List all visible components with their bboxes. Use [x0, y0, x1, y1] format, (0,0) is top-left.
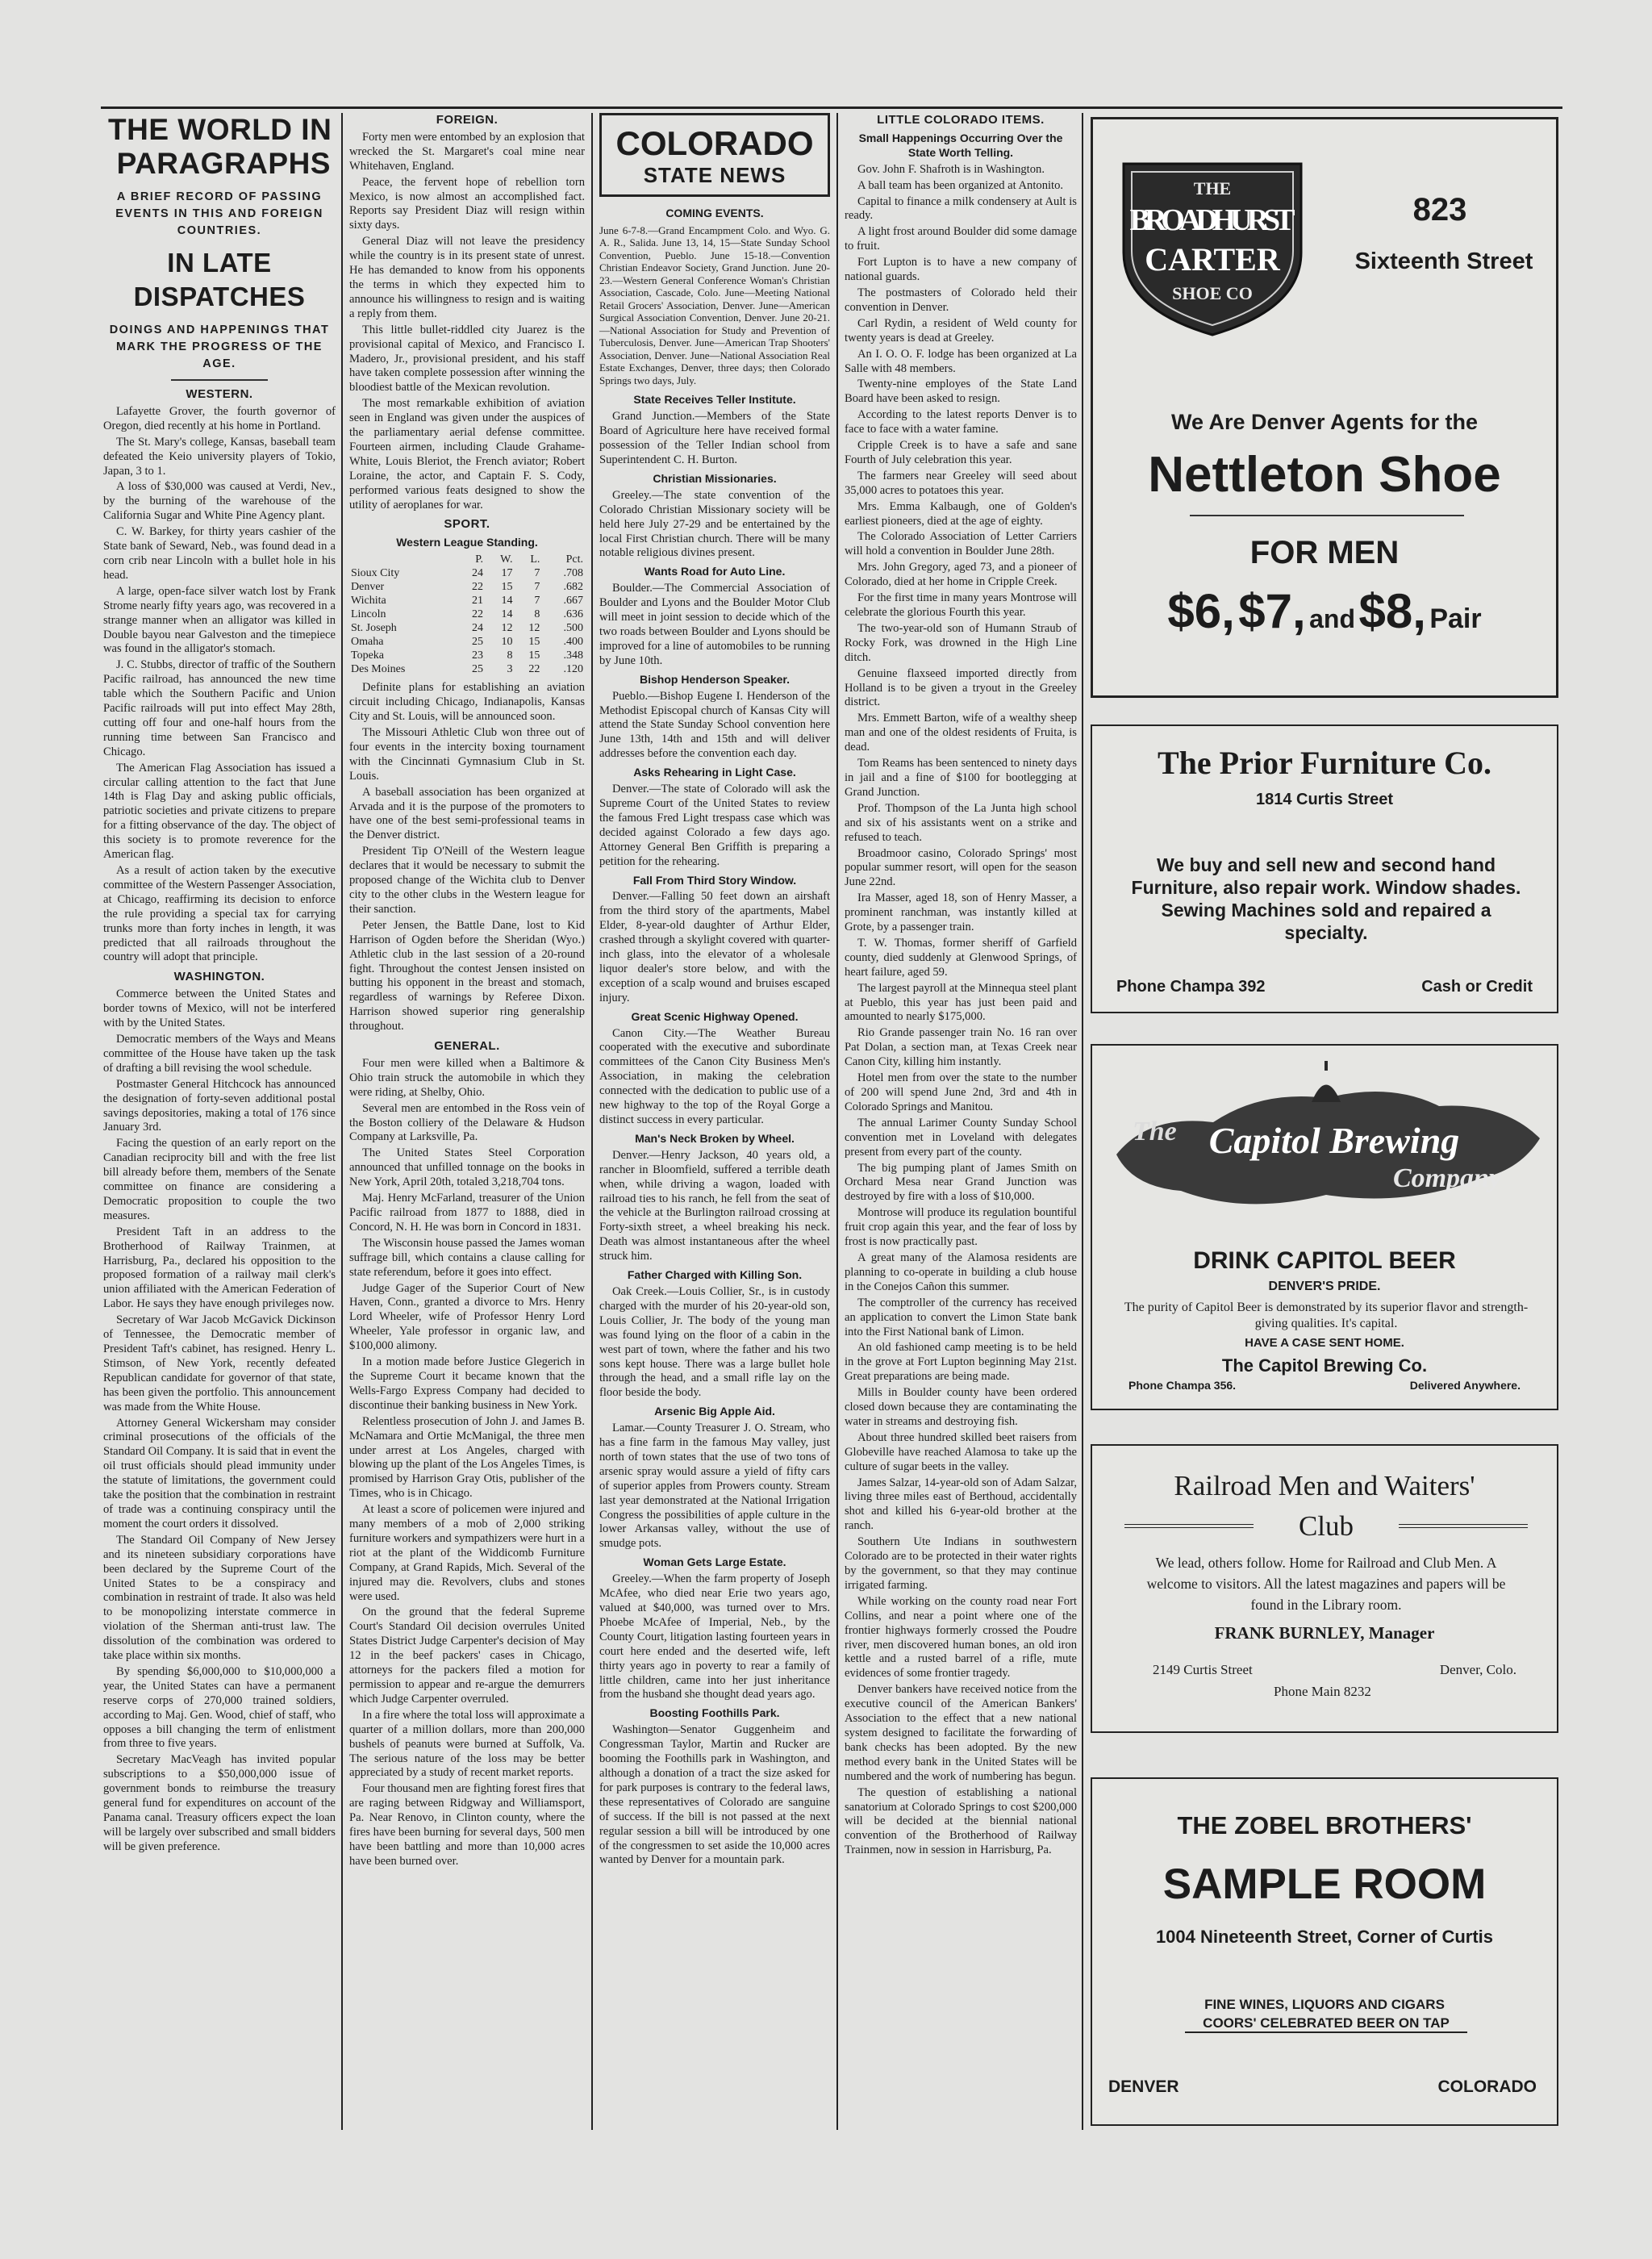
little-item: Mills in Boulder county have been ordered closed down because they are contaminating the water in streams and destroying fish.: [845, 1386, 1077, 1428]
story-body: Lamar.—County Treasurer J. O. Stream, who has a fine farm in the famous May valley, just north of town states that the use of two tons of arsenic spray would assure a yield of fifty cars of superior apples from Prowers county. Stream last year demonstrated at the National Irrigation Congress the possibilities of apple culture in the lower Arkansas valley, without the use of smudge pots.: [599, 1422, 830, 1551]
little-item: Carl Rydin, a resident of Weld county for twenty years is dead at Greeley.: [845, 316, 1077, 344]
standings-value: 25: [471, 663, 483, 676]
story-headline: Arsenic Big Apple Aid.: [654, 1405, 775, 1418]
standings-value: 15: [528, 649, 540, 662]
section-head-western: WESTERN.: [186, 387, 253, 401]
little-item: According to the latest reports Denver is to face to face with a water famine.: [845, 408, 1077, 436]
railroad-title: Railroad Men and Waiters': [1174, 1470, 1475, 1501]
standings-row: [349, 566, 585, 580]
story-headline: Fall From Third Story Window.: [632, 873, 797, 887]
standings-value: 24: [471, 567, 483, 580]
standings-value: 7: [534, 567, 540, 580]
team-name: Topeka: [351, 649, 385, 662]
logo-the: THE: [1193, 178, 1232, 198]
little-item: About three hundred skilled beet raisers from Globeville have reached Alamosa to take up the culture of sugar beets in the valley.: [845, 1430, 1077, 1473]
standings-value: 23: [471, 649, 483, 662]
news-paragraph: The Standard Oil Company of New Jersey and its nineteen subsidiary corporations have been declared by the Supreme Court of the United States to be a conspiracy and combination in restraint of trade. It also was held to be monopolizing interstate commerce in violation of the Sherman anti-trust law. The dissolution of the combination was ordered to take place within six months.: [103, 1533, 336, 1663]
story-headline: Christian Missionaries.: [653, 471, 777, 485]
little-item: T. W. Thomas, former sheriff of Garfield county, died suddenly at Glenwood Springs, of heart failure, aged 59.: [845, 936, 1077, 979]
column-world-in-paragraphs: [103, 113, 336, 2126]
standings-value: 22: [528, 663, 540, 676]
standings-column-header: W.: [500, 553, 513, 566]
standings-value: 21: [471, 595, 483, 608]
standings-value: .348: [563, 649, 583, 662]
standings-value: 10: [501, 636, 513, 649]
story-body: Greeley.—When the farm property of Joseph McAfee, who died near Erie two years ago, valued at $40,000, was turned over to Mrs. Phoebe McAfee of Imperial, Neb., by the County Court, litigation lasting fourteen years in court here ended and the deserted wife, left thirty years ago in poverty to rear a family of little children, came into her just inheritance from the husband she thought dead years ago.: [599, 1572, 830, 1702]
story-headline: Boosting Foothills Park.: [649, 1706, 780, 1720]
capitol-headline: DRINK CAPITOL BEER: [1193, 1247, 1456, 1274]
standings-row: [349, 594, 585, 608]
news-paragraph: Relentless prosecution of John J. and James B. McNamara and Ortie McManigal, the three men under arrest at Los Angeles, charged with blowing up the plant of the Los Angeles Times, is promised by Harrison Gray Otis, publisher of the Times, who is in Chicago.: [349, 1414, 585, 1501]
standings-row: [349, 635, 585, 649]
team-name: Omaha: [351, 636, 384, 649]
standings-row: [349, 662, 585, 676]
little-item: The comptroller of the currency has received an application to convert the Limon State bank into the First National bank of Limon.: [845, 1296, 1077, 1338]
little-item: Mrs. John Gregory, aged 73, and a pioneer of Colorado, died at her home in Cripple Creek.: [845, 561, 1077, 589]
broadhurst-rule: [1190, 515, 1464, 516]
prior-terms: Cash or Credit: [1421, 978, 1533, 996]
news-paragraph: General Diaz will not leave the presidency while the country is in its present state of unrest. He has demanded to know from his opponents the terms in which they expected him to announce his willingness to resign and is waiting a reply from them.: [349, 235, 585, 320]
standings-value: .667: [563, 595, 583, 608]
capitol-tag: DENVER'S PRIDE.: [1268, 1280, 1381, 1293]
railroad-phone: Phone Main 8232: [1274, 1684, 1371, 1699]
news-paragraph: Four thousand men are fighting forest fires that are raging between Ridgway and Williamsport, Pa. Near Renovo, in Clinton county, where the fires have been burning for several days, 500 men have been battling and more than 10,000 acres have been burned over.: [349, 1782, 585, 1868]
news-paragraph: A large, open-face silver watch lost by Frank Strome nearly fifty years ago, was recovered in a strange manner when an alligator was killed in Double bayou near Galveston and the timepiece was found in the alligator's stomach.: [103, 584, 336, 656]
column-colorado-state-news: [599, 113, 830, 2126]
standings-value: 25: [471, 636, 483, 649]
column-rule-3: [836, 113, 838, 2130]
capitol-body: The purity of Capitol Beer is demonstrated by its superior flavor and strength-giving qualities. It's capital.: [1124, 1301, 1529, 1330]
top-rule: [101, 106, 1562, 109]
zobel-beer: COORS' CELEBRATED BEER ON TAP: [1185, 2015, 1467, 2033]
standings-row: [349, 621, 585, 635]
capitol-cta: HAVE A CASE SENT HOME.: [1245, 1336, 1404, 1350]
news-paragraph: By spending $6,000,000 to $10,000,000 a year, the United States can have a permanent reserve corps of 270,000 trained soldiers, according to Maj. Gen. Wood, chief of staff, who opposes a bill changing the term of enlistment from three to five years.: [103, 1664, 336, 1751]
logo-shoe-co: SHOE CO: [1172, 283, 1253, 303]
railroad-rule-left: [1124, 1524, 1254, 1528]
section-head-foreign: FOREIGN.: [436, 113, 499, 127]
little-item: Broadmoor casino, Colorado Springs' most popular summer resort, will open for the season June 22nd.: [845, 846, 1077, 889]
story-headline: Bishop Henderson Speaker.: [640, 672, 790, 686]
news-paragraph: President Taft in an address to the Brotherhood of Railway Trainmen, at Harrisburg, Pa., declared his opposition to the proposed formation of a railway mail clerk's union affiliated with the American Federation of Labor. He says they have enough privileges now.: [103, 1225, 336, 1311]
ad-prior-furniture: [1091, 724, 1558, 1013]
news-paragraph: Peace, the fervent hope of rebellion torn Mexico, is now almost an accomplished fact. Reports say President Diaz will resign within sixty days.: [349, 175, 585, 232]
ad-railroad-club: [1091, 1444, 1558, 1733]
little-item: An old fashioned camp meeting is to be held in the grove at Fort Lupton beginning May 21st. Great preparations are being made.: [845, 1341, 1077, 1384]
price-7: $7,: [1238, 584, 1306, 638]
news-paragraph: At least a score of policemen were injured and many members of a mob of 2,000 striking furniture workers and sympathizers were hurt in a riot at the plant of the Widdicomb Furniture Company, at Grand Rapids, Mich. Several of the injured may die. Revolvers, clubs and stones were used.: [349, 1503, 585, 1603]
news-paragraph: A loss of $30,000 was caused at Verdi, Nev., by the burning of the warehouse of the California Sugar and White Pine Agency plant.: [103, 480, 336, 523]
railroad-rule-right: [1399, 1524, 1528, 1528]
story-headline: State Receives Teller Institute.: [633, 393, 796, 407]
news-paragraph: The most remarkable exhibition of aviation seen in England was given under the auspices of the parliamentary aerial defense committee. Fourteen airmen, including Claude Grahame-White, Louis Bleriot, the French aviator; Robert Loraine, the actor, and Captain F. S. Cody, performed various feats designed to show the utility of aeroplanes for war.: [349, 397, 585, 512]
late-dispatches-deck: DOINGS AND HAPPENINGS THAT MARK THE PROGRESS OF THE AGE.: [109, 324, 330, 370]
news-paragraph: President Tip O'Neill of the Western league declares that it would be necessary to submit the proposed change of the Wichita club to Denver city to the other clubs in the Western league for their sanction.: [349, 845, 585, 916]
standings-value: 14: [501, 595, 513, 608]
little-item: Twenty-nine employes of the State Land Board have been asked to resign.: [845, 378, 1077, 406]
news-paragraph: Maj. Henry McFarland, treasurer of the Union Pacific railroad from 1877 to 1888, died in Concord, N. H. He was born in Concord in 1831.: [349, 1192, 585, 1234]
little-item: A great many of the Alamosa residents are planning to co-operate in building a club house in the Conejos Cañon this summer.: [845, 1251, 1077, 1293]
story-body: Boulder.—The Commercial Association of Boulder and Lyons and the Boulder Motor Club will meet in joint session to decide which of the two roads between Boulder and Lyons should be improved for a line of automobiles to be running by June 10th.: [599, 582, 830, 667]
standings-value: .636: [563, 608, 583, 621]
story-headline: Father Charged with Killing Son.: [627, 1268, 803, 1282]
story-body: Oak Creek.—Louis Collier, Sr., is in custody charged with the murder of his 20-year-old son, Louis Collier, Jr. The body of the young man was found lying on the floor of a cabin in the west part of town, where the father and his two sons kept house. There was a large bullet hole through the head, and a small rifle lay on the floor beside the body.: [599, 1284, 830, 1400]
news-paragraph: Secretary MacVeagh has invited popular subscriptions to a $50,000,000 issue of government bonds to reimburse the treasury general fund for expenditures on account of the Panama canal. Treasury officers expect the loan will be largely over subscribed and small bidders will be given preference.: [103, 1753, 336, 1853]
story-body: Denver.—Falling 50 feet down an airshaft from the third story of the apartments, Mabel Elder, 8-year-old daughter of Arthur Elder, crashed through a skylight covered with quarter-inch glass, into the elevator of a wholesale liquor dealer's store below, and with the exception of a scalp wound and bruises escaped injury.: [599, 890, 830, 1004]
little-item: A light frost around Boulder did some damage to fruit.: [845, 225, 1077, 253]
standings-value: .120: [563, 663, 583, 676]
team-name: Sioux City: [351, 567, 400, 580]
little-items: [845, 163, 1077, 1858]
capitol-company: The Capitol Brewing Co.: [1221, 1355, 1428, 1376]
news-paragraph: In a motion made before Justice Glegerich in the Supreme Court it became known that the Wells-Fargo Express Company had decided to discontinue their banking business in New York.: [349, 1355, 585, 1412]
zobel-line2: SAMPLE ROOM: [1162, 1860, 1487, 1908]
little-item: The two-year-old son of Humann Straub of Rocky Fork, was drowned in the High Line ditch.: [845, 621, 1077, 664]
column-rule-1: [341, 113, 343, 2130]
team-name: Lincoln: [351, 608, 386, 621]
late-dispatches-title: IN LATE DISPATCHES: [133, 248, 306, 311]
story-body: Pueblo.—Bishop Eugene I. Henderson of the Methodist Episcopal church of Kansas City will attend the State Sunday School convention here June 13th, 14th and 15th and will deliver addresses before the convention each day.: [599, 689, 830, 761]
standings-value: 14: [501, 608, 513, 621]
news-paragraph: Forty men were entombed by an explosion that wrecked the St. Margaret's coal mine near Whitehaven, England.: [349, 130, 585, 173]
standings-value: 12: [528, 622, 540, 635]
story-body: Canon City.—The Weather Bureau cooperated with the executive and subordinate committees of the Canon City Business Men's Association, in making the celebration connected with the dedication to public use of a new highway to the top of the Royal Gorge a distinct success in every particular.: [599, 1026, 830, 1126]
standings-value: 8: [534, 608, 540, 621]
state-news-title: COLORADO: [615, 124, 814, 162]
prior-address: 1814 Curtis Street: [1255, 791, 1394, 808]
section-head-general: GENERAL.: [434, 1039, 500, 1054]
news-paragraph: As a result of action taken by the executive committee of the Western Passenger Association, at Chicago, reaffirming its decision to enforce the rule providing a special tax for carrying trunks more than forty inches in length, it was predicted that all railroads throughout the country will adopt that principle.: [103, 864, 336, 964]
zobel-line1: THE ZOBEL BROTHERS': [1177, 1811, 1472, 1839]
sport-items: [349, 681, 585, 1034]
zobel-state: COLORADO: [1437, 2077, 1537, 2096]
standings-value: .708: [563, 567, 583, 580]
little-item: Rio Grande passenger train No. 16 ran over Pat Dolan, a section man, at Texas Creek near Canon City, killing him instantly.: [845, 1026, 1077, 1069]
column-foreign-sport-general: [349, 113, 585, 2126]
news-paragraph: This little bullet-riddled city Juarez is the provisional capital of Mexico, and Francisco I. Madero, Jr., provisional president, and his staff have taken complete possession after winning the bloodiest battle of the Mexican revolution.: [349, 323, 585, 395]
league-standing-head: Western League Standing.: [396, 536, 538, 549]
little-item: An I. O. O. F. lodge has been organized at La Salle with 48 members.: [845, 347, 1077, 375]
capitol-brewing-logo: [1100, 1058, 1552, 1235]
standings-row: [349, 608, 585, 621]
team-name: Des Moines: [351, 663, 406, 676]
price-and: and: [1309, 604, 1356, 633]
section-head-sport: SPORT.: [444, 517, 490, 532]
standings-value: 7: [534, 581, 540, 594]
little-item: While working on the county road near Fort Collins, and near a point where one of the frontier highways formerly crossed the Poudre river, men discovered human bones, an old iron kettle and a rusted barrel of a rifle, mute evidences of some frontier tragedy.: [845, 1594, 1077, 1681]
broadhurst-address-number: 823: [1412, 192, 1467, 228]
little-item: The largest payroll at the Minnequa steel plant at Pueblo, this year has just been paid and amounted to nearly $175,000.: [845, 981, 1077, 1024]
standings-row: [349, 580, 585, 594]
news-paragraph: Democratic members of the Ways and Means committee of the House have taken up the task of drafting a bill revising the wool schedule.: [103, 1032, 336, 1075]
team-name: Denver: [351, 581, 385, 594]
story-headline: Wants Road for Auto Line.: [644, 565, 786, 578]
railroad-manager: FRANK BURNLEY, Manager: [1214, 1623, 1435, 1643]
little-item: James Salzar, 14-year-old son of Adam Salzar, living three miles east of Berthoud, accidentally shot and killed his 6-year-old brother at the ranch.: [845, 1476, 1077, 1533]
ad-broadhurst-carter: [1091, 117, 1558, 698]
story-body: Grand Junction.—Members of the State Board of Agriculture here have received formal possession of the Teller Indian school from Superintendent C. H. Burton.: [599, 410, 830, 467]
price-pair: Pair: [1429, 603, 1482, 634]
story-headline: Asks Rehearing in Light Case.: [633, 766, 796, 779]
little-item: Prof. Thompson of the La Junta high school and six of his assistants went on a strike and refused to teach.: [845, 801, 1077, 844]
logo-broadhurst: BROADHURST: [1129, 203, 1295, 237]
news-paragraph: Several men are entombed in the Ross vein of the Boston colliery of the Delaware & Hudson Company at Larksville, Pa.: [349, 1101, 585, 1144]
separator: [171, 379, 268, 381]
railroad-city: Denver, Colo.: [1439, 1662, 1516, 1677]
state-stories: [599, 393, 830, 1868]
little-item: Mrs. Emmett Barton, wife of a wealthy sheep man and one of the oldest residents of Fruita, is dead.: [845, 712, 1077, 754]
western-items: [103, 405, 336, 965]
story-body: Denver.—The state of Colorado will ask the Supreme Court of the United States to review the famous Fred Light trespass case which was decided against Colorado a few days ago. Attorney General Ben Griffith is preparing a petition for the rehearing.: [599, 783, 830, 868]
broadhurst-shield-logo: [1116, 156, 1309, 341]
little-item: The question of establishing a national sanatorium at Colorado Springs to cost $200,000 will be decided at the biennial national convention of the Brotherhood of Railway Trainmen, now in session in Harrisburg, Pa.: [845, 1785, 1077, 1857]
little-items-head: LITTLE COLORADO ITEMS.: [877, 113, 1045, 127]
state-news-subtitle: STATE NEWS: [643, 163, 786, 187]
news-paragraph: J. C. Stubbs, director of traffic of the Southern Pacific railroad, has announced the new time table which the Southern Pacific and Union Pacific railroads will put into effect May 28th, cutting off four and one-half hours from the running time between San Francisco and Chicago.: [103, 658, 336, 758]
railroad-body: We lead, others follow. Home for Railroad and Club Men. A welcome to visitors. All the latest magazines and papers will be found in the Library room.: [1146, 1555, 1506, 1613]
story-headline: Great Scenic Highway Opened.: [631, 1009, 799, 1023]
standings-value: 3: [507, 663, 513, 676]
capitol-phone: Phone Champa 356.: [1128, 1379, 1237, 1392]
standings-value: .500: [563, 622, 583, 635]
broadhurst-for-men: FOR MEN: [1249, 535, 1400, 570]
standings-value: 24: [471, 622, 483, 635]
logo-carter: CARTER: [1145, 241, 1280, 278]
column-little-colorado-items: [845, 113, 1077, 2126]
capitol-dome-icon: [1312, 1061, 1341, 1102]
team-name: St. Joseph: [351, 622, 397, 635]
news-paragraph: Definite plans for establishing an aviation circuit including Chicago, Indianapolis, Kansas City and St. Louis, will be announced soon.: [349, 681, 585, 724]
colorado-state-news-box: [599, 113, 830, 197]
little-item: The annual Larimer County Sunday School convention met in Loveland with delegates present from every part of the county.: [845, 1116, 1077, 1159]
broadhurst-brand: Nettleton Shoe: [1148, 447, 1501, 503]
news-paragraph: Postmaster General Hitchcock has announced the designation of forty-seven additional postal savings depositories, making a total of 176 since January 3rd.: [103, 1077, 336, 1134]
capitol-logo-name: Capitol Brewing: [1208, 1120, 1460, 1161]
little-items-subhead: Small Happenings Occurring Over the State Worth Telling.: [858, 131, 1063, 159]
broadhurst-agents-line: We Are Denver Agents for the: [1170, 410, 1479, 434]
little-item: Denver bankers have received notice from the executive council of the American Bankers' Association to the effect that a new national system designed to facilitate the forwarding of bank checks has been adopted. By the new method every bank in the United States will be numbered and the work of numbering has begun.: [845, 1683, 1077, 1783]
world-deck: A BRIEF RECORD OF PASSING EVENTS IN THIS AND FOREIGN COUNTRIES.: [115, 190, 323, 237]
washington-items: [103, 988, 336, 1854]
news-paragraph: Secretary of War Jacob McGavick Dickinson of Tennessee, the Democratic member of President Taft's cabinet, has resigned. Henry L. Stimson, of New York, recently defeated Republican candidate for governor of that state, has been given the portfolio. This announcement was made from the White House.: [103, 1313, 336, 1413]
general-items: [349, 1057, 585, 1869]
little-item: Southern Ute Indians in southwestern Colorado are to be protected in their water rights by the government, so that they may continue irrigated farming.: [845, 1535, 1077, 1592]
team-name: Wichita: [351, 595, 386, 608]
broadhurst-address-street: Sixteenth Street: [1354, 248, 1533, 274]
world-title-line2: PARAGRAPHS: [116, 147, 331, 180]
zobel-city: DENVER: [1108, 2077, 1179, 2096]
zobel-wines: FINE WINES, LIQUORS AND CIGARS: [1204, 1997, 1445, 2012]
little-item: Genuine flaxseed imported directly from Holland is to be given a tryout in the Greeley district.: [845, 666, 1077, 709]
capitol-delivery: Delivered Anywhere.: [1409, 1379, 1521, 1392]
news-paragraph: Facing the question of an early report on the Canadian reciprocity bill and with the free list bill already before them, members of the Senate committee on finance are considering a Democratic proposition to couple the two measures.: [103, 1137, 336, 1222]
price-8: $8,: [1358, 584, 1426, 638]
standings-value: 15: [528, 636, 540, 649]
ad-zobel-brothers: [1091, 1777, 1558, 2126]
column-rule-2: [591, 113, 593, 2130]
standings-value: 15: [501, 581, 513, 594]
zobel-address: 1004 Nineteenth Street, Corner of Curtis: [1155, 1927, 1494, 1947]
standings-value: 12: [501, 622, 513, 635]
standings-value: .400: [563, 636, 583, 649]
railroad-club: Club: [1298, 1510, 1354, 1542]
little-item: Hotel men from over the state to the number of 200 will spend June 2nd, 3rd and 4th in Colorado Springs and Manitou.: [845, 1071, 1077, 1113]
standings-table: [349, 553, 585, 676]
news-paragraph: A baseball association has been organized at Arvada and it is the purpose of the promoters to have one of the best semi-professional teams in the Denver district.: [349, 785, 585, 842]
little-item: The Colorado Association of Letter Carriers will hold a convention in Boulder June 28th.: [845, 530, 1077, 558]
little-item: The big pumping plant of James Smith on Orchard Mesa near Grand Junction was destroyed by fire with a loss of $10,000.: [845, 1161, 1077, 1204]
capitol-logo-the: The: [1133, 1117, 1177, 1146]
standings-row: [349, 649, 585, 662]
foreign-items: [349, 131, 585, 513]
news-paragraph: The Wisconsin house passed the James woman suffrage bill, which contains a clause calling for state referendum, before it goes into effect.: [349, 1236, 585, 1279]
little-item: The farmers near Greeley will seed about 35,000 acres to potatoes this year.: [845, 469, 1077, 497]
prior-name: The Prior Furniture Co.: [1157, 745, 1492, 781]
price-6: $6,: [1167, 584, 1235, 638]
little-item: Montrose will produce its regulation bountiful fruit crop again this year, and the fear of loss by frost is now practically past.: [845, 1206, 1077, 1249]
standings-value: 22: [471, 608, 483, 621]
standings-value: 8: [507, 649, 513, 662]
news-paragraph: The American Flag Association has issued a circular calling attention to the fact that June 14th is Flag Day and asking public officials, patriotic societies and private citizens to prepare for a fitting observance of the day. The object of this society is to promote reverence for the American flag.: [103, 761, 336, 862]
story-body: Washington—Senator Guggenheim and Congressman Taylor, Martin and Rucker are booming the Foothills park in Washington, and although a donation of a tract the size asked for for park purposes is contrary to the federal laws, these representatives of Colorado are sanguine of success. If the bill is not passed at the next regular session a bill will be introduced by one of the congressmen to set aside the 10,000 acres wanted by Denver for a mountain park.: [599, 1723, 830, 1867]
news-paragraph: Attorney General Wickersham may consider criminal prosecutions of the officials of the Standard Oil Company. It is said that in event the oil trust officials should plead immunity under the statute of limitations, the government could take the position that the combination in restraint of trade was a continuing conspiracy until the moment the court orders it dissolved.: [103, 1416, 336, 1530]
story-body: Denver.—Henry Jackson, 40 years old, a rancher in Bloomfield, suffered a terrible death when, while driving a wagon, loaded with railroad ties to his ranch, he fell from the seat of the vehicle at the Burlington railroad crossing at Forty-sixth street, a wheel breaking his neck. Death was almost instantaneous after the wheel struck him.: [599, 1148, 830, 1263]
railroad-street: 2149 Curtis Street: [1153, 1662, 1253, 1677]
little-item: Ira Masser, aged 18, son of Henry Masser, a prominent ranchman, was instantly killed at Grote, by a passenger train.: [845, 891, 1077, 934]
news-paragraph: The Missouri Athletic Club won three out of four events in the intercity boxing tournament with the Cincinnati Gymnasium Club in St. Louis.: [349, 726, 585, 783]
coming-events-head: COMING EVENTS.: [665, 207, 764, 219]
standings-column-header: [349, 553, 457, 566]
standings-value: 22: [471, 581, 483, 594]
little-item: Cripple Creek is to have a safe and sane Fourth of July celebration this year.: [845, 439, 1077, 466]
standings-header-row: [349, 553, 585, 566]
standings-column-header: Pct.: [565, 553, 583, 566]
standings-value: 17: [501, 567, 513, 580]
story-headline: Woman Gets Large Estate.: [643, 1555, 786, 1569]
prior-phone: Phone Champa 392: [1116, 978, 1266, 996]
little-item: Capital to finance a milk condensery at Ault is ready.: [845, 194, 1077, 223]
little-item: Mrs. Emma Kalbaugh, one of Golden's earliest pioneers, died at the age of eighty.: [845, 499, 1077, 528]
column-rule-4: [1082, 113, 1083, 2130]
little-item: The postmasters of Colorado held their convention in Denver.: [845, 286, 1077, 314]
ad-capitol-brewing: [1091, 1044, 1558, 1410]
story-body: Greeley.—The state convention of the Colorado Christian Missionary society will be held here July 27-29 and be entertained by the local First Christian church. There will be many notable religious divines present.: [599, 488, 830, 560]
news-paragraph: The United States Steel Corporation announced that unfilled tonnage on the books in New York, April 20th, totaled 3,218,704 tons.: [349, 1146, 585, 1189]
prior-body: We buy and sell new and second hand Furniture, also repair work. Window shades. Sewing Machines sold and repaired a specialty.: [1131, 854, 1521, 943]
news-paragraph: Four men were killed when a Baltimore & Ohio train struck the automobile in which they were riding, at Shelby, Ohio.: [349, 1056, 585, 1099]
world-title-line1: THE WORLD IN: [108, 113, 332, 146]
broadhurst-prices: [1093, 583, 1556, 639]
section-head-washington: WASHINGTON.: [173, 970, 265, 984]
little-item: A ball team has been organized at Antonito.: [857, 178, 1064, 192]
coming-events-list: June 6-7-8.—Grand Encampment Colo. and Wyo. G. A. R., Salida. June 13, 14, 15—State Sunday School Convention, Pueblo. June 15-18.—Convention Christian Endeavor Society, Grand Junction. June 20-23.—Western General Conference Woman's Christian Association, Cascade, Colo. June—Meeting National Retail Grocers' Association, Denver. June—American Surgical Association Convention, Denver. June 20-21.—National Association for Study and Prevention of Tuberculosis, Denver. June—American Trap Shooters' Association, Denver. June—National Association Real Estate Exchanges, Denver, three days; then Colorado Springs two days, July.: [599, 223, 830, 386]
news-paragraph: On the ground that the federal Supreme Court's Standard Oil decision overrules United States District Judge Carpenter's decision of May 12 in the beef packers' cases in Chicago, attorneys for the packers filed a motion for permission to appear and re-argue the demurrers which Judge Carpenter overruled.: [349, 1606, 585, 1706]
news-paragraph: Lafayette Grover, the fourth governor of Oregon, died recently at his home in Portland.: [103, 404, 336, 432]
news-paragraph: Judge Gager of the Superior Court of New Haven, Conn., granted a divorce to Mrs. Henry Lord Wheeler, wife of Professor Henry Lord Wheeler, Yale professor in organic law, and $100,000 alimony.: [349, 1281, 585, 1353]
little-item: Fort Lupton is to have a new company of national guards.: [845, 256, 1077, 284]
news-paragraph: Peter Jensen, the Battle Dane, lost to Kid Harrison of Ogden before the Sheridan (Wyo.) Athletic club in the last session of a 20-round fight. Throughout the contest Jensen insisted on butting his opponent in the breast and stomach, regardless of warnings by Referee Dixon. Harrison showed superior ring generalship throughout.: [349, 918, 585, 1033]
news-paragraph: Commerce between the United States and border towns of Mexico, will not be interfered with by the United States.: [103, 988, 336, 1030]
little-item: Gov. John F. Shafroth is in Washington.: [857, 162, 1045, 176]
standings-column-header: L.: [530, 553, 540, 566]
story-headline: Man's Neck Broken by Wheel.: [635, 1131, 795, 1145]
news-paragraph: C. W. Barkey, for thirty years cashier of the State bank of Seward, Neb., was found dead in a corn crib near Lincoln with a bullet hole in his head.: [103, 525, 336, 582]
capitol-logo-company: Company: [1392, 1163, 1502, 1193]
standings-column-header: P.: [475, 553, 483, 566]
little-item: For the first time in many years Montrose will celebrate the glorious Fourth this year.: [845, 591, 1077, 619]
news-paragraph: In a fire where the total loss will approximate a quarter of a million dollars, more than 200,000 bushels of peanuts were burned at Suffolk, Va. The serious nature of the loss may be better appreciated by a study of recent market reports.: [349, 1708, 585, 1780]
standings-value: .682: [563, 581, 583, 594]
standings-value: 7: [534, 595, 540, 608]
little-item: Tom Reams has been sentenced to ninety days in jail and a fine of $100 for bootlegging at Grand Junction.: [845, 757, 1077, 799]
news-paragraph: The St. Mary's college, Kansas, baseball team defeated the Keio university players of Tokio, Japan, 3 to 1.: [103, 435, 336, 478]
